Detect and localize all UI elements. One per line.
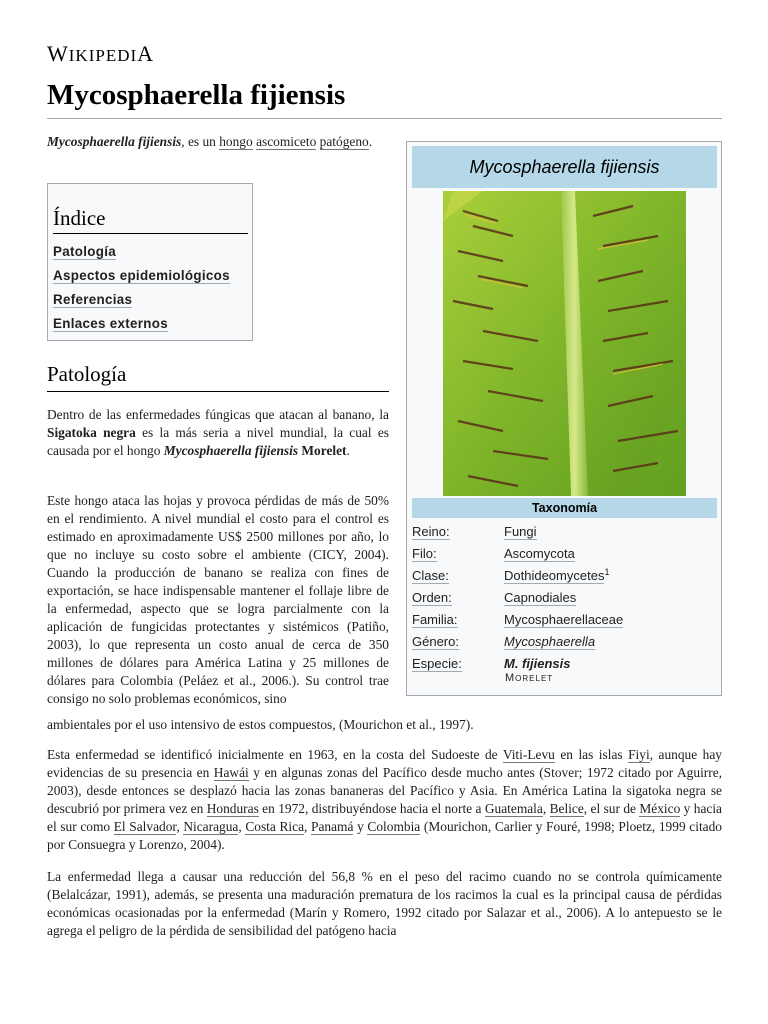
- banana-leaf-image[interactable]: [443, 191, 686, 496]
- section-heading-patologia: Patología: [47, 362, 389, 392]
- taxonomy-row-reino: [412, 520, 717, 542]
- species-author: Morelet: [505, 672, 554, 684]
- toc-item-aspectos[interactable]: [53, 264, 252, 288]
- link-colombia[interactable]: Colombia: [367, 819, 421, 834]
- taxonomy-value-link[interactable]: Fungi: [504, 523, 537, 539]
- paragraph-2-end: ambientales por el uso intensivo de estos compuestos, (Mourichon et al., 1997).: [47, 717, 474, 732]
- taxonomy-key[interactable]: Familia:: [412, 611, 458, 627]
- paragraph-3: [47, 746, 722, 854]
- infobox-title: Mycosphaerella fijiensis: [412, 146, 717, 188]
- link-honduras[interactable]: Honduras: [206, 801, 259, 816]
- taxonomy-value-link[interactable]: Capnodiales: [504, 589, 577, 605]
- taxonomy-key[interactable]: Filo:: [412, 545, 437, 561]
- toc-list: [53, 240, 252, 336]
- p3-text: ,: [176, 819, 184, 834]
- toc-item-label: Patología: [53, 244, 116, 259]
- p3-text: en las islas: [554, 747, 629, 762]
- wordmark-ikipedi: IKIPEDI: [68, 46, 138, 65]
- toc-heading: Índice: [53, 206, 248, 234]
- wordmark-w: W: [47, 41, 69, 66]
- p1-text: Dentro de las enfermedades fúngicas que atacan al banano, la: [47, 407, 389, 422]
- taxonomy-value-link[interactable]: Mycosphaerellaceae: [504, 611, 624, 627]
- taxonomy-value-link[interactable]: Ascomycota: [504, 545, 575, 561]
- p1-species-name: Mycosphaerella fijiensis: [163, 443, 299, 458]
- taxonomy-row-familia: [412, 608, 717, 630]
- paragraph-2: Este hongo ataca las hojas y provoca pérdidas de más de 50% en el rendimiento. A nivel mundial el costo para el control es estimado en aproximadamente US$ 2500 millones por año, lo que no incluye su costo sobre el ambiente (CICY, 2004). Cuando la producción de banano se realiza con fines de exportación, se hace indispensable mantener el follaje libre de la enfermedad, aspecto que se logra parcialmente con la aplicación de fungicidas protectantes y sistémicos (Patiño, 2003), lo que representa un costo anual de cerca de 350 millones de dólares para América Latina y 25 millones de dólares para Colombia (Peláez et al., 2006.). Su control trae consigo no solo problemas económicos, sino: [47, 493, 389, 706]
- p3-text: (Mourichon, Carlier y Fouré, 1998; Ploetz, 1999 citado por Consuegra y Lorenzo, 2004).: [47, 819, 723, 852]
- p3-text: , el sur de: [583, 801, 640, 816]
- page-title: Mycosphaerella fijiensis: [47, 78, 722, 119]
- p1-text: es la más seria a nivel mundial, la cual es causada por el hongo: [47, 425, 389, 458]
- toc-item-referencias[interactable]: [53, 288, 252, 312]
- link-mexico[interactable]: México: [639, 801, 681, 816]
- paragraph-4: La enfermedad llega a causar una reducción del 56,8 % en el peso del racimo cuando no se controla químicamente (Belalcázar, 1991), además, se presenta una maduración prematura de los racimos la cual es la principal causa de pérdidas económicas ocasionadas por la enfermedad (Marín y Romero, 1992 citado por Salazar et al., 2006). A lo antepuesto se le agrega el peligro de la pérdida de sensibilidad del patógeno hacia: [47, 869, 722, 938]
- link-patogeno[interactable]: patógeno: [319, 134, 369, 149]
- taxonomy-species: M. fijiensis: [504, 655, 571, 671]
- taxonomy-header: Taxonomía: [412, 498, 717, 518]
- species-infobox: [406, 141, 722, 696]
- taxonomy-key[interactable]: Reino:: [412, 523, 450, 539]
- wordmark-a: A: [137, 41, 155, 66]
- p3-text: y: [353, 819, 368, 834]
- taxonomy-key[interactable]: Especie:: [412, 655, 462, 671]
- taxonomy-row-especie: [412, 652, 717, 674]
- toc-item-label: Referencias: [53, 292, 133, 307]
- link-hongo[interactable]: hongo: [219, 134, 253, 149]
- p3-text: ,: [542, 801, 550, 816]
- p1-text: .: [346, 443, 350, 458]
- p3-text: Esta enfermedad se identificó inicialmente en 1963, en la costa del Sudoeste de: [47, 747, 503, 762]
- toc-item-label: Enlaces externos: [53, 316, 168, 331]
- link-panama[interactable]: Panamá: [311, 819, 354, 834]
- paragraph-1: [47, 406, 389, 460]
- toc-item-enlaces[interactable]: [53, 312, 252, 336]
- toc-item-patologia[interactable]: [53, 240, 252, 264]
- p3-text: y en algunas zonas del Pacífico desde mucho antes (Stover; 1972 citado por Aguirre, 2003), desde entonces se desplazó hacia las zonas bananeras del Pacífico y Asia. En América Latina la sigatoka negra se descubrió por primera vez en: [47, 765, 722, 816]
- intro-text: .: [368, 134, 373, 149]
- taxonomy-row-orden: [412, 586, 717, 608]
- p3-text: , aunque hay evidencias de su presencia en: [47, 747, 722, 780]
- taxonomy-table: [412, 520, 717, 674]
- link-ascomiceto[interactable]: ascomiceto: [256, 134, 317, 149]
- taxonomy-row-filo: [412, 542, 717, 564]
- link-fiyi[interactable]: Fiyi: [628, 747, 650, 762]
- p3-text: y hacia el sur como: [47, 801, 722, 834]
- link-nicaragua[interactable]: Nicaragua: [183, 819, 239, 834]
- p3-text: ,: [238, 819, 246, 834]
- intro-paragraph: [47, 133, 389, 151]
- taxonomy-value-link[interactable]: Mycosphaerella: [504, 633, 596, 649]
- taxonomy-row-genero: [412, 630, 717, 652]
- taxonomy-key[interactable]: Género:: [412, 633, 459, 649]
- link-belice[interactable]: Belice: [549, 801, 584, 816]
- taxonomy-value-link[interactable]: Dothideomycetes: [504, 568, 605, 584]
- p1-bold-term: Sigatoka negra: [47, 425, 136, 440]
- link-viti-levu[interactable]: Viti-Levu: [502, 747, 555, 762]
- taxonomy-row-clase: [412, 564, 717, 586]
- taxonomy-key[interactable]: Orden:: [412, 589, 452, 605]
- intro-text: , es un: [181, 134, 220, 149]
- table-of-contents: [47, 183, 253, 341]
- link-el-salvador[interactable]: El Salvador: [113, 819, 177, 834]
- toc-item-label: Aspectos epidemiológicos: [53, 268, 230, 283]
- p3-text: ,: [304, 819, 312, 834]
- link-guatemala[interactable]: Guatemala: [484, 801, 543, 816]
- footnote-ref[interactable]: 1: [604, 566, 610, 577]
- p1-author: Morelet: [301, 443, 347, 458]
- intro-species-name: Mycosphaerella fijiensis: [47, 134, 182, 149]
- link-costa-rica[interactable]: Costa Rica: [245, 819, 305, 834]
- taxonomy-key[interactable]: Clase:: [412, 567, 449, 583]
- p3-text: en 1972, distribuyéndose hacia el norte a: [258, 801, 485, 816]
- link-hawai[interactable]: Hawái: [213, 765, 249, 780]
- wikipedia-wordmark[interactable]: [47, 41, 154, 67]
